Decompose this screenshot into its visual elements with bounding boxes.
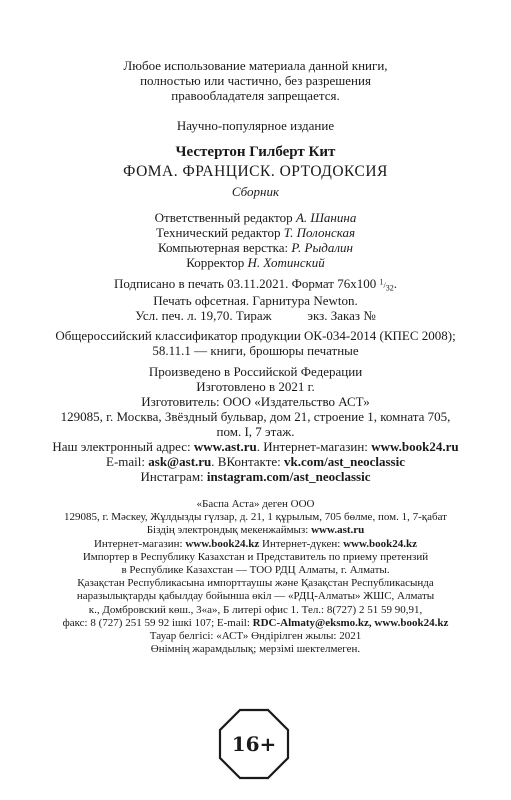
insta-link[interactable]: instagram.com/ast_neoclassic (206, 469, 371, 484)
signed-line (0, 276, 511, 293)
kz-email-link[interactable]: www.ast.ru (311, 524, 365, 537)
book-author: Честертон Гилберт Кит (175, 144, 336, 160)
credit-name: Р. Рыдалин (291, 240, 353, 255)
kz-shop-link[interactable]: www.book24.kz (185, 537, 260, 550)
classifier-line: 58.11.1 — книги, брошюры печатные (152, 343, 359, 358)
fax-line (0, 617, 511, 630)
fax-email-link[interactable]: RDC-Almaty@eksmo.kz, www.book24.kz (252, 616, 449, 629)
credit-name: Н. Хотинский (247, 255, 325, 270)
production-info (0, 364, 511, 484)
classifier-line: Общероссийский классификатор продукции ОК-034-2014 (КПЕС 2008); (55, 328, 456, 343)
fraction-numerator: 1 (379, 277, 384, 287)
credit-role: Технический редактор (155, 225, 281, 240)
kz-shop-label: Интернет-магазин: (93, 537, 183, 550)
rep-line: Қазақстан Республикасына импорттаушы және Қазақстан Республикасында (77, 577, 434, 590)
classifier (0, 328, 511, 358)
kz-shop2-link[interactable]: www.book24.kz (343, 537, 418, 550)
web-line (0, 439, 511, 454)
web-label: Наш электронный адрес: (52, 439, 191, 454)
rep-line: наразылықтарды қабылдау бойынша өкіл — «РДЦ-Алматы» ЖШС, Алматы (76, 590, 435, 603)
age-rating-label: 16+ (231, 732, 277, 756)
year-line: Изготовлено в 2021 г. (196, 379, 315, 394)
fax-label: факс: 8 (727) 251 59 92 ішкі 107; E-mail: (62, 616, 250, 629)
format-fraction: $^1/_{32}$ (379, 277, 394, 293)
country-line: Произведено в Российской Федерации (148, 364, 363, 379)
credit-role: Компьютерная верстка: (158, 240, 289, 255)
address-line: пом. I, 7 этаж. (216, 424, 295, 439)
kazakhstan-info (0, 498, 511, 656)
age-rating-badge (218, 708, 290, 780)
kz-email-line (0, 524, 511, 537)
kz-shop2-label: Интернет-дүкен: (262, 537, 341, 550)
credit-role: Ответственный редактор (154, 210, 293, 225)
credit-role: Корректор (186, 255, 245, 270)
site-link[interactable]: www.ast.ru (193, 439, 257, 454)
credit-line (0, 225, 511, 240)
address-line: 129085, г. Москва, Звёздный бульвар, дом 21, строение 1, комната 705, (60, 409, 451, 424)
copyright-notice (0, 58, 511, 103)
email-link[interactable]: ask@ast.ru (148, 454, 212, 469)
brand-line: Тауар белгісі: «АСТ» Өндірілген жылы: 2021 (149, 630, 362, 643)
book-title: ФОМА. ФРАНЦИСК. ОРТОДОКСИЯ (123, 163, 388, 180)
kz-publisher: «Баспа Аста» деген ООО (196, 498, 315, 510)
validity-line: Өнімнің жарамдылық; мерзімі шектелмеген. (150, 643, 361, 656)
shop-link[interactable]: www.book24.ru (371, 439, 459, 454)
notice-line: правообладателя запрещается. (171, 88, 340, 103)
importer-line: в Республике Казахстан — ТОО РДЦ Алматы, г. Алматы. (121, 564, 390, 577)
vk-link[interactable]: vk.com/ast_neoclassic (284, 454, 405, 469)
signed-text: Подписано в печать 03.11.2021. Формат 76x100 (114, 276, 377, 291)
importer-line: Импортер в Республику Казахстан и Представитель по приему претензий (82, 550, 429, 563)
fraction-denominator: 32 (385, 283, 394, 293)
signed-end: . (393, 276, 397, 291)
credit-name: Т. Полонская (283, 225, 356, 240)
notice-line: Любое использование материала данной книги, (123, 58, 388, 73)
sheets-line: Усл. печ. л. 19,70. Тираж экз. Заказ № (135, 308, 376, 323)
edition-type: Научно-популярное издание (176, 118, 335, 133)
credit-line (0, 255, 511, 270)
email-label: E-mail: (106, 454, 146, 469)
shop-label: . Интернет-магазин: (256, 439, 368, 454)
book-subtitle: Сборник (231, 184, 280, 199)
print-details (0, 276, 511, 323)
kz-address: 129085, г. Мәскеу, Жұлдызды гүлзар, д. 21, 1 құрылым, 705 бөлме, пом. 1, 7-қабат (64, 511, 447, 524)
printing-line: Печать офсетная. Гарнитура Newton. (153, 293, 358, 308)
kz-email-label: Біздің электрондық мекенжаймыз: (146, 524, 309, 537)
insta-line (0, 469, 511, 484)
credit-name: А. Шанина (295, 210, 357, 225)
credits (0, 210, 511, 270)
rep-line: к., Домбровский көш., 3«а», Б литері офис 1. Тел.: 8(727) 2 51 59 90,91, (88, 603, 423, 616)
maker-line: Изготовитель: ООО «Издательство АСТ» (141, 394, 370, 409)
credit-line (0, 210, 511, 225)
insta-label: Инстаграм: (140, 469, 204, 484)
credit-line (0, 240, 511, 255)
vk-label: . ВКонтакте: (211, 454, 281, 469)
notice-line: полностью или частично, без разрешения (140, 73, 371, 88)
email-line (0, 454, 511, 469)
kz-shop-line (0, 538, 511, 551)
